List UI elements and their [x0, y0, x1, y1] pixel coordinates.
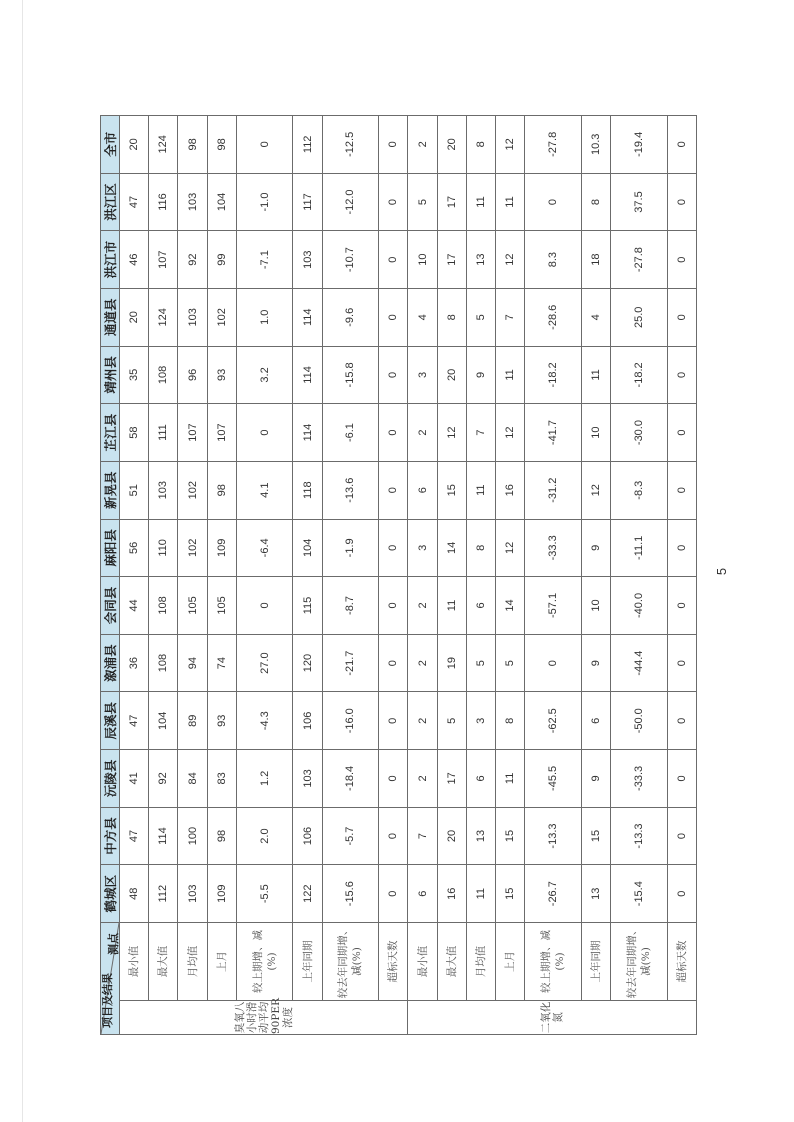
value-cell: 9 [581, 519, 610, 577]
value-cell: 8 [466, 116, 495, 174]
header-cell: 溆浦县 [101, 634, 120, 692]
value-cell: -44.4 [611, 634, 668, 692]
value-cell: 15 [496, 865, 525, 923]
value-cell: 108 [149, 634, 178, 692]
value-cell: 2 [408, 750, 437, 808]
value-cell: 8 [437, 288, 466, 346]
value-cell: 11 [496, 750, 525, 808]
value-cell: 12 [581, 461, 610, 519]
value-cell: -12.5 [322, 116, 379, 174]
header-cell: 芷江县 [101, 404, 120, 462]
value-cell: 7 [496, 288, 525, 346]
table-row [322, 116, 379, 1035]
value-cell: 5 [408, 173, 437, 231]
value-cell: 92 [149, 750, 178, 808]
value-cell: 108 [149, 346, 178, 404]
value-cell: 0 [379, 750, 408, 808]
row-label: 上年同期 [293, 923, 322, 1001]
value-cell: -26.7 [525, 865, 582, 923]
value-cell: -41.7 [525, 404, 582, 462]
value-cell: 114 [293, 404, 322, 462]
value-cell: 10 [581, 577, 610, 635]
row-label: 月均值 [466, 923, 495, 1001]
row-label: 较去年同期增、减(%) [322, 923, 379, 1001]
value-cell: 11 [466, 173, 495, 231]
value-cell: 0 [379, 634, 408, 692]
value-cell: -33.3 [525, 519, 582, 577]
value-cell: 0 [379, 173, 408, 231]
corner-top-label: 测点 [107, 933, 120, 955]
value-cell: -10.7 [322, 231, 379, 289]
header-cell: 沅陵县 [101, 750, 120, 808]
value-cell: 5 [466, 634, 495, 692]
value-cell: -21.7 [322, 634, 379, 692]
value-cell: 8 [496, 692, 525, 750]
row-label: 较去年同期增、减(%) [611, 923, 668, 1001]
value-cell: 114 [293, 288, 322, 346]
value-cell: 0 [379, 807, 408, 865]
table-row [178, 116, 207, 1035]
value-cell: 107 [149, 231, 178, 289]
corner-bottom-label: 项目及结果 [101, 973, 114, 1028]
value-cell: -9.6 [322, 288, 379, 346]
value-cell: 18 [581, 231, 610, 289]
value-cell: 4 [581, 288, 610, 346]
value-cell: 0 [667, 519, 696, 577]
value-cell: 11 [581, 346, 610, 404]
table-row [293, 116, 322, 1035]
value-cell: 0 [379, 692, 408, 750]
value-cell: 0 [667, 634, 696, 692]
value-cell: 8 [581, 173, 610, 231]
value-cell: 89 [178, 692, 207, 750]
value-cell: 0 [667, 577, 696, 635]
value-cell: 0 [667, 865, 696, 923]
value-cell: 105 [207, 577, 236, 635]
value-cell: 44 [120, 577, 149, 635]
value-cell: -15.6 [322, 865, 379, 923]
value-cell: 93 [207, 692, 236, 750]
row-label: 超标天数 [379, 923, 408, 1001]
air-quality-table [100, 115, 697, 1035]
value-cell: 98 [207, 807, 236, 865]
value-cell: 47 [120, 807, 149, 865]
value-cell: -40.0 [611, 577, 668, 635]
value-cell: 0 [236, 404, 293, 462]
header-cell: 新晃县 [101, 461, 120, 519]
value-cell: 106 [293, 692, 322, 750]
value-cell: 0 [525, 634, 582, 692]
value-cell: 2 [408, 634, 437, 692]
value-cell: 15 [496, 807, 525, 865]
value-cell: 16 [496, 461, 525, 519]
value-cell: 47 [120, 173, 149, 231]
value-cell: 1.2 [236, 750, 293, 808]
value-cell: 111 [149, 404, 178, 462]
value-cell: 2.0 [236, 807, 293, 865]
value-cell: 100 [178, 807, 207, 865]
value-cell: 0 [379, 231, 408, 289]
value-cell: 48 [120, 865, 149, 923]
value-cell: 6 [408, 461, 437, 519]
value-cell: 104 [149, 692, 178, 750]
value-cell: 15 [437, 461, 466, 519]
value-cell: 4.1 [236, 461, 293, 519]
value-cell: 13 [466, 807, 495, 865]
row-label: 较上期增、减(%) [525, 923, 582, 1001]
header-cell: 洪江区 [101, 173, 120, 231]
value-cell: 0 [667, 346, 696, 404]
value-cell: -8.3 [611, 461, 668, 519]
value-cell: 0 [667, 807, 696, 865]
value-cell: 20 [437, 116, 466, 174]
value-cell: 98 [207, 116, 236, 174]
row-label: 上月 [207, 923, 236, 1001]
value-cell: -7.1 [236, 231, 293, 289]
value-cell: -13.3 [525, 807, 582, 865]
row-label: 月均值 [178, 923, 207, 1001]
header-cell: 通道县 [101, 288, 120, 346]
row-label: 上年同期 [581, 923, 610, 1001]
value-cell: 2 [408, 577, 437, 635]
value-cell: 14 [496, 577, 525, 635]
value-cell: 16 [437, 865, 466, 923]
value-cell: 103 [293, 231, 322, 289]
value-cell: 35 [120, 346, 149, 404]
value-cell: -5.5 [236, 865, 293, 923]
value-cell: 12 [496, 231, 525, 289]
value-cell: 105 [178, 577, 207, 635]
value-cell: -33.3 [611, 750, 668, 808]
value-cell: 74 [207, 634, 236, 692]
value-cell: 20 [437, 346, 466, 404]
value-cell: 0 [379, 865, 408, 923]
value-cell: -45.5 [525, 750, 582, 808]
value-cell: 7 [466, 404, 495, 462]
value-cell: 6 [408, 865, 437, 923]
value-cell: -15.8 [322, 346, 379, 404]
value-cell: 103 [178, 865, 207, 923]
row-label: 最小值 [120, 923, 149, 1001]
value-cell: 3 [466, 692, 495, 750]
value-cell: -1.0 [236, 173, 293, 231]
value-cell: 17 [437, 231, 466, 289]
value-cell: 124 [149, 116, 178, 174]
table-row [408, 116, 437, 1035]
table-row [581, 116, 610, 1035]
table-row [236, 116, 293, 1035]
table-row [496, 116, 525, 1035]
header-cell: 靖州县 [101, 346, 120, 404]
value-cell: 9 [466, 346, 495, 404]
value-cell: -31.2 [525, 461, 582, 519]
value-cell: 2 [408, 116, 437, 174]
value-cell: 0 [379, 461, 408, 519]
value-cell: 92 [178, 231, 207, 289]
value-cell: 99 [207, 231, 236, 289]
value-cell: 9 [581, 750, 610, 808]
value-cell: 12 [496, 116, 525, 174]
value-cell: 103 [178, 173, 207, 231]
header-cell: 会同县 [101, 577, 120, 635]
header-cell: 中方县 [101, 807, 120, 865]
corner-header [101, 923, 120, 1035]
value-cell: 0 [379, 346, 408, 404]
value-cell: 0 [379, 577, 408, 635]
value-cell: 103 [149, 461, 178, 519]
value-cell: -62.5 [525, 692, 582, 750]
table-row [466, 116, 495, 1035]
value-cell: -19.4 [611, 116, 668, 174]
value-cell: 114 [293, 346, 322, 404]
row-label: 上月 [496, 923, 525, 1001]
row-label: 较上期增、减(%) [236, 923, 293, 1001]
value-cell: 25.0 [611, 288, 668, 346]
value-cell: 93 [207, 346, 236, 404]
value-cell: 10.3 [581, 116, 610, 174]
value-cell: 0 [667, 692, 696, 750]
page-edge [22, 0, 23, 1122]
header-row [101, 116, 120, 1035]
value-cell: 107 [178, 404, 207, 462]
value-cell: 36 [120, 634, 149, 692]
value-cell: 8.3 [525, 231, 582, 289]
header-cell: 鹤城区 [101, 865, 120, 923]
value-cell: 3.2 [236, 346, 293, 404]
value-cell: -13.6 [322, 461, 379, 519]
value-cell: 2 [408, 692, 437, 750]
value-cell: -8.7 [322, 577, 379, 635]
value-cell: -6.1 [322, 404, 379, 462]
value-cell: 46 [120, 231, 149, 289]
value-cell: 12 [496, 404, 525, 462]
value-cell: -5.7 [322, 807, 379, 865]
table-row [379, 116, 408, 1035]
value-cell: 112 [149, 865, 178, 923]
value-cell: -30.0 [611, 404, 668, 462]
value-cell: 11 [496, 173, 525, 231]
value-cell: 41 [120, 750, 149, 808]
value-cell: 0 [667, 116, 696, 174]
value-cell: -50.0 [611, 692, 668, 750]
value-cell: 19 [437, 634, 466, 692]
value-cell: -15.4 [611, 865, 668, 923]
value-cell: 6 [466, 577, 495, 635]
value-cell: 0 [667, 231, 696, 289]
value-cell: 102 [207, 288, 236, 346]
value-cell: 5 [496, 634, 525, 692]
value-cell: 12 [437, 404, 466, 462]
value-cell: 0 [667, 461, 696, 519]
value-cell: 9 [581, 634, 610, 692]
value-cell: 104 [293, 519, 322, 577]
value-cell: 0 [379, 404, 408, 462]
value-cell: -18.2 [525, 346, 582, 404]
group-label: 臭氧八小时滑动平均90PER浓度 [120, 1001, 408, 1035]
value-cell: 109 [207, 865, 236, 923]
value-cell: 0 [667, 288, 696, 346]
value-cell: 117 [293, 173, 322, 231]
value-cell: 94 [178, 634, 207, 692]
value-cell: 98 [207, 461, 236, 519]
value-cell: 116 [149, 173, 178, 231]
value-cell: 10 [581, 404, 610, 462]
value-cell: 0 [236, 116, 293, 174]
row-label: 最大值 [437, 923, 466, 1001]
value-cell: 47 [120, 692, 149, 750]
header-cell: 洪江市 [101, 231, 120, 289]
value-cell: -18.4 [322, 750, 379, 808]
value-cell: -12.0 [322, 173, 379, 231]
value-cell: 2 [408, 404, 437, 462]
value-cell: 84 [178, 750, 207, 808]
header-cell: 麻阳县 [101, 519, 120, 577]
table-row [611, 116, 668, 1035]
value-cell: 0 [525, 173, 582, 231]
value-cell: 3 [408, 346, 437, 404]
value-cell: 110 [149, 519, 178, 577]
value-cell: 13 [466, 231, 495, 289]
value-cell: 51 [120, 461, 149, 519]
value-cell: 20 [120, 288, 149, 346]
value-cell: 122 [293, 865, 322, 923]
table-row [207, 116, 236, 1035]
value-cell: 96 [178, 346, 207, 404]
value-cell: 4 [408, 288, 437, 346]
value-cell: -13.3 [611, 807, 668, 865]
value-cell: 104 [207, 173, 236, 231]
value-cell: -28.6 [525, 288, 582, 346]
value-cell: 102 [178, 461, 207, 519]
value-cell: 14 [437, 519, 466, 577]
table-row [120, 116, 149, 1035]
value-cell: 83 [207, 750, 236, 808]
value-cell: 11 [466, 865, 495, 923]
value-cell: 106 [293, 807, 322, 865]
value-cell: 5 [466, 288, 495, 346]
value-cell: 10 [408, 231, 437, 289]
table-row [437, 116, 466, 1035]
value-cell: 8 [466, 519, 495, 577]
value-cell: -16.0 [322, 692, 379, 750]
group-label: 二氧化氮 [408, 1001, 697, 1035]
table-row [525, 116, 582, 1035]
value-cell: -11.1 [611, 519, 668, 577]
value-cell: -57.1 [525, 577, 582, 635]
value-cell: 112 [293, 116, 322, 174]
value-cell: 108 [149, 577, 178, 635]
value-cell: 3 [408, 519, 437, 577]
value-cell: 5 [437, 692, 466, 750]
value-cell: 12 [496, 519, 525, 577]
value-cell: -18.2 [611, 346, 668, 404]
value-cell: 11 [496, 346, 525, 404]
value-cell: 17 [437, 750, 466, 808]
value-cell: 15 [581, 807, 610, 865]
value-cell: 120 [293, 634, 322, 692]
value-cell: 6 [466, 750, 495, 808]
value-cell: 0 [379, 116, 408, 174]
value-cell: 6 [581, 692, 610, 750]
value-cell: -1.9 [322, 519, 379, 577]
table-row [149, 116, 178, 1035]
value-cell: 27.0 [236, 634, 293, 692]
row-label: 最小值 [408, 923, 437, 1001]
table-row [667, 116, 696, 1035]
value-cell: 11 [466, 461, 495, 519]
row-label: 最大值 [149, 923, 178, 1001]
value-cell: 1.0 [236, 288, 293, 346]
value-cell: 103 [178, 288, 207, 346]
value-cell: -6.4 [236, 519, 293, 577]
value-cell: -27.8 [525, 116, 582, 174]
value-cell: -4.3 [236, 692, 293, 750]
value-cell: 20 [120, 116, 149, 174]
value-cell: 114 [149, 807, 178, 865]
value-cell: 37.5 [611, 173, 668, 231]
value-cell: 11 [437, 577, 466, 635]
page-number: 5 [714, 567, 730, 576]
value-cell: 20 [437, 807, 466, 865]
value-cell: 118 [293, 461, 322, 519]
value-cell: 0 [667, 750, 696, 808]
value-cell: 7 [408, 807, 437, 865]
value-cell: 124 [149, 288, 178, 346]
value-cell: 107 [207, 404, 236, 462]
value-cell: 58 [120, 404, 149, 462]
header-cell: 辰溪县 [101, 692, 120, 750]
value-cell: 0 [236, 577, 293, 635]
value-cell: 0 [667, 173, 696, 231]
value-cell: 0 [379, 519, 408, 577]
value-cell: 102 [178, 519, 207, 577]
value-cell: 13 [581, 865, 610, 923]
value-cell: 17 [437, 173, 466, 231]
header-cell: 全市 [101, 116, 120, 174]
value-cell: 56 [120, 519, 149, 577]
value-cell: 0 [379, 288, 408, 346]
value-cell: 103 [293, 750, 322, 808]
row-label: 超标天数 [667, 923, 696, 1001]
value-cell: 109 [207, 519, 236, 577]
value-cell: 0 [667, 404, 696, 462]
value-cell: 115 [293, 577, 322, 635]
value-cell: 98 [178, 116, 207, 174]
value-cell: -27.8 [611, 231, 668, 289]
rotated-table-container [100, 115, 697, 1035]
